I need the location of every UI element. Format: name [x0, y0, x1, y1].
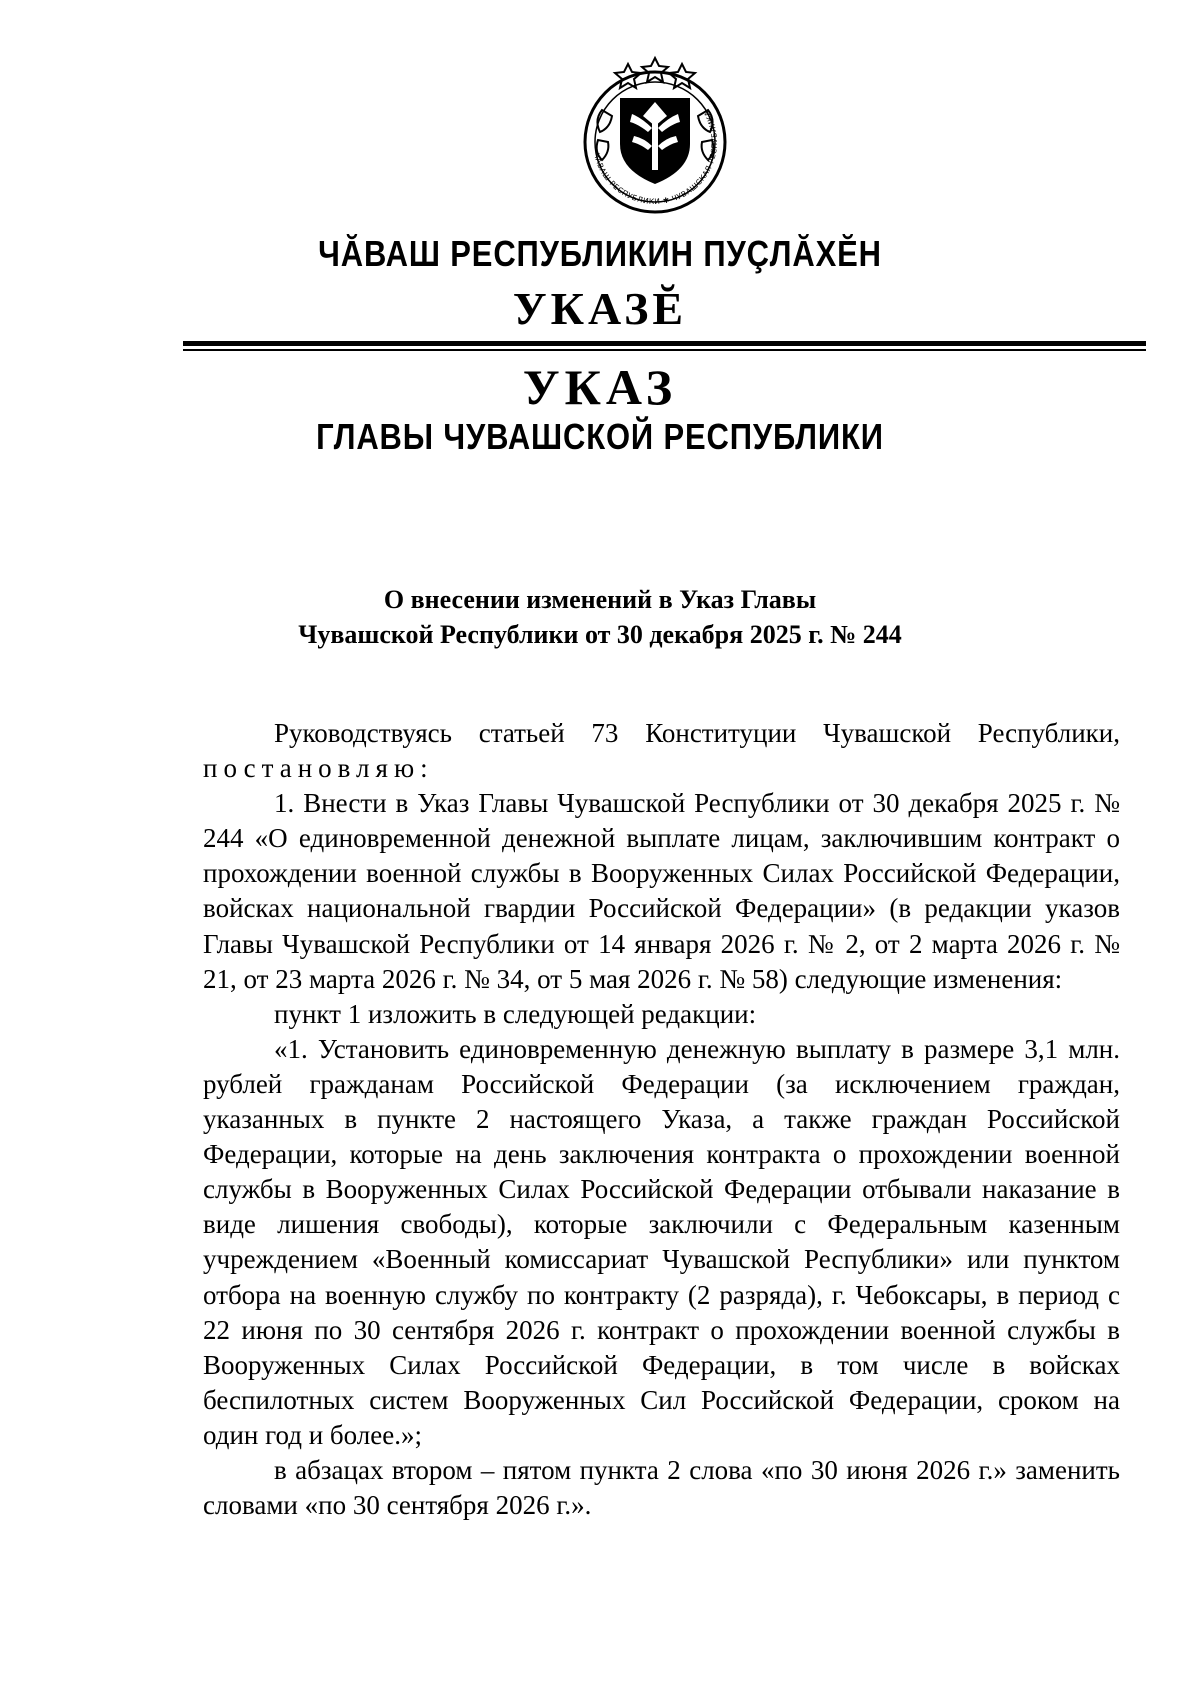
paragraph-punkt-2-change: в абзацах втором – пятом пункта 2 слова «по 30 июня 2026 г.» заменить словами «по 30 сентября 2026 г.». [203, 1454, 1120, 1521]
preamble-text: Руководствуясь статьей 73 Конституции Чувашской Республики, [274, 718, 1120, 748]
svg-text:ЧĂВАШ РЕСПУБЛИКИ ✱ ЧУВАШСКАЯ Р: ЧĂВАШ РЕСПУБЛИКИ ✱ ЧУВАШСКАЯ РЕСПУБЛИКА [592, 108, 720, 207]
header-chuvash-title: ЧĂВАШ РЕСПУБЛИКИН ПУÇЛĂХĔН [318, 233, 882, 274]
postanovlyayu-word: постановляю: [203, 753, 434, 784]
header-ukaz-title: УКАЗ [522, 359, 678, 415]
paragraph-punkt-1-intro: пункт 1 изложить в следующей редакции: [274, 998, 757, 1029]
header-divider-thin [183, 349, 1146, 351]
header-glavy-subtitle: ГЛАВЫ ЧУВАШСКОЙ РЕСПУБЛИКИ [316, 416, 884, 457]
chuvash-republic-coat-of-arms-icon [580, 50, 730, 218]
header-ukaze-title: УКАЗĔ [512, 283, 688, 334]
paragraph-item-1: 1. Внести в Указ Главы Чувашской Республики от 30 декабря 2025 г. № 244 «О единовременной денежной выплате лицам, заключившим контракт о прохождении военной службы в Вооруженных Силах Российской Федерации, войсках национальной гвардии Российской Федерации» (в редакции указов Главы Чувашской Республики от 14 января 2026 г. № 2, от 2 марта 2026 г. № 21, от 23 марта 2026 г. № 34, от 5 мая 2026 г. № 58) следующие изменения: [203, 788, 1120, 994]
paragraph-preamble [203, 716, 1120, 786]
decree-title-line-1: О внесении изменений в Указ Главы [383, 585, 817, 614]
decree-title-line-2: Чувашской Республики от 30 декабря 2025 г. № 244 [298, 620, 902, 649]
header-divider-thick [183, 341, 1146, 346]
decree-body [203, 716, 1120, 1523]
paragraph-punkt-1-new-text: «1. Установить единовременную денежную выплату в размере 3,1 млн. рублей гражданам Российской Федерации (за исключением граждан, указанных в пункте 2 настоящего Указа, а также граждан Российской Федерации, которые на день заключения контракта о прохождении военной службы в Вооруженных Силах Российской Федерации отбывали наказание в виде лишения свободы), которые заключили с Федеральным казенным учреждением «Военный комиссариат Чувашской Республики» или пунктом отбора на военную службу по контракту (2 разряда), г. Чебоксары, в период с 22 июня по 30 сентября 2026 г. контракт о прохождении военной службы в Вооруженных Силах Российской Федерации, в том числе в войсках беспилотных систем Вооруженных Сил Российской Федерации, сроком на один год и более.»; [203, 1033, 1120, 1450]
